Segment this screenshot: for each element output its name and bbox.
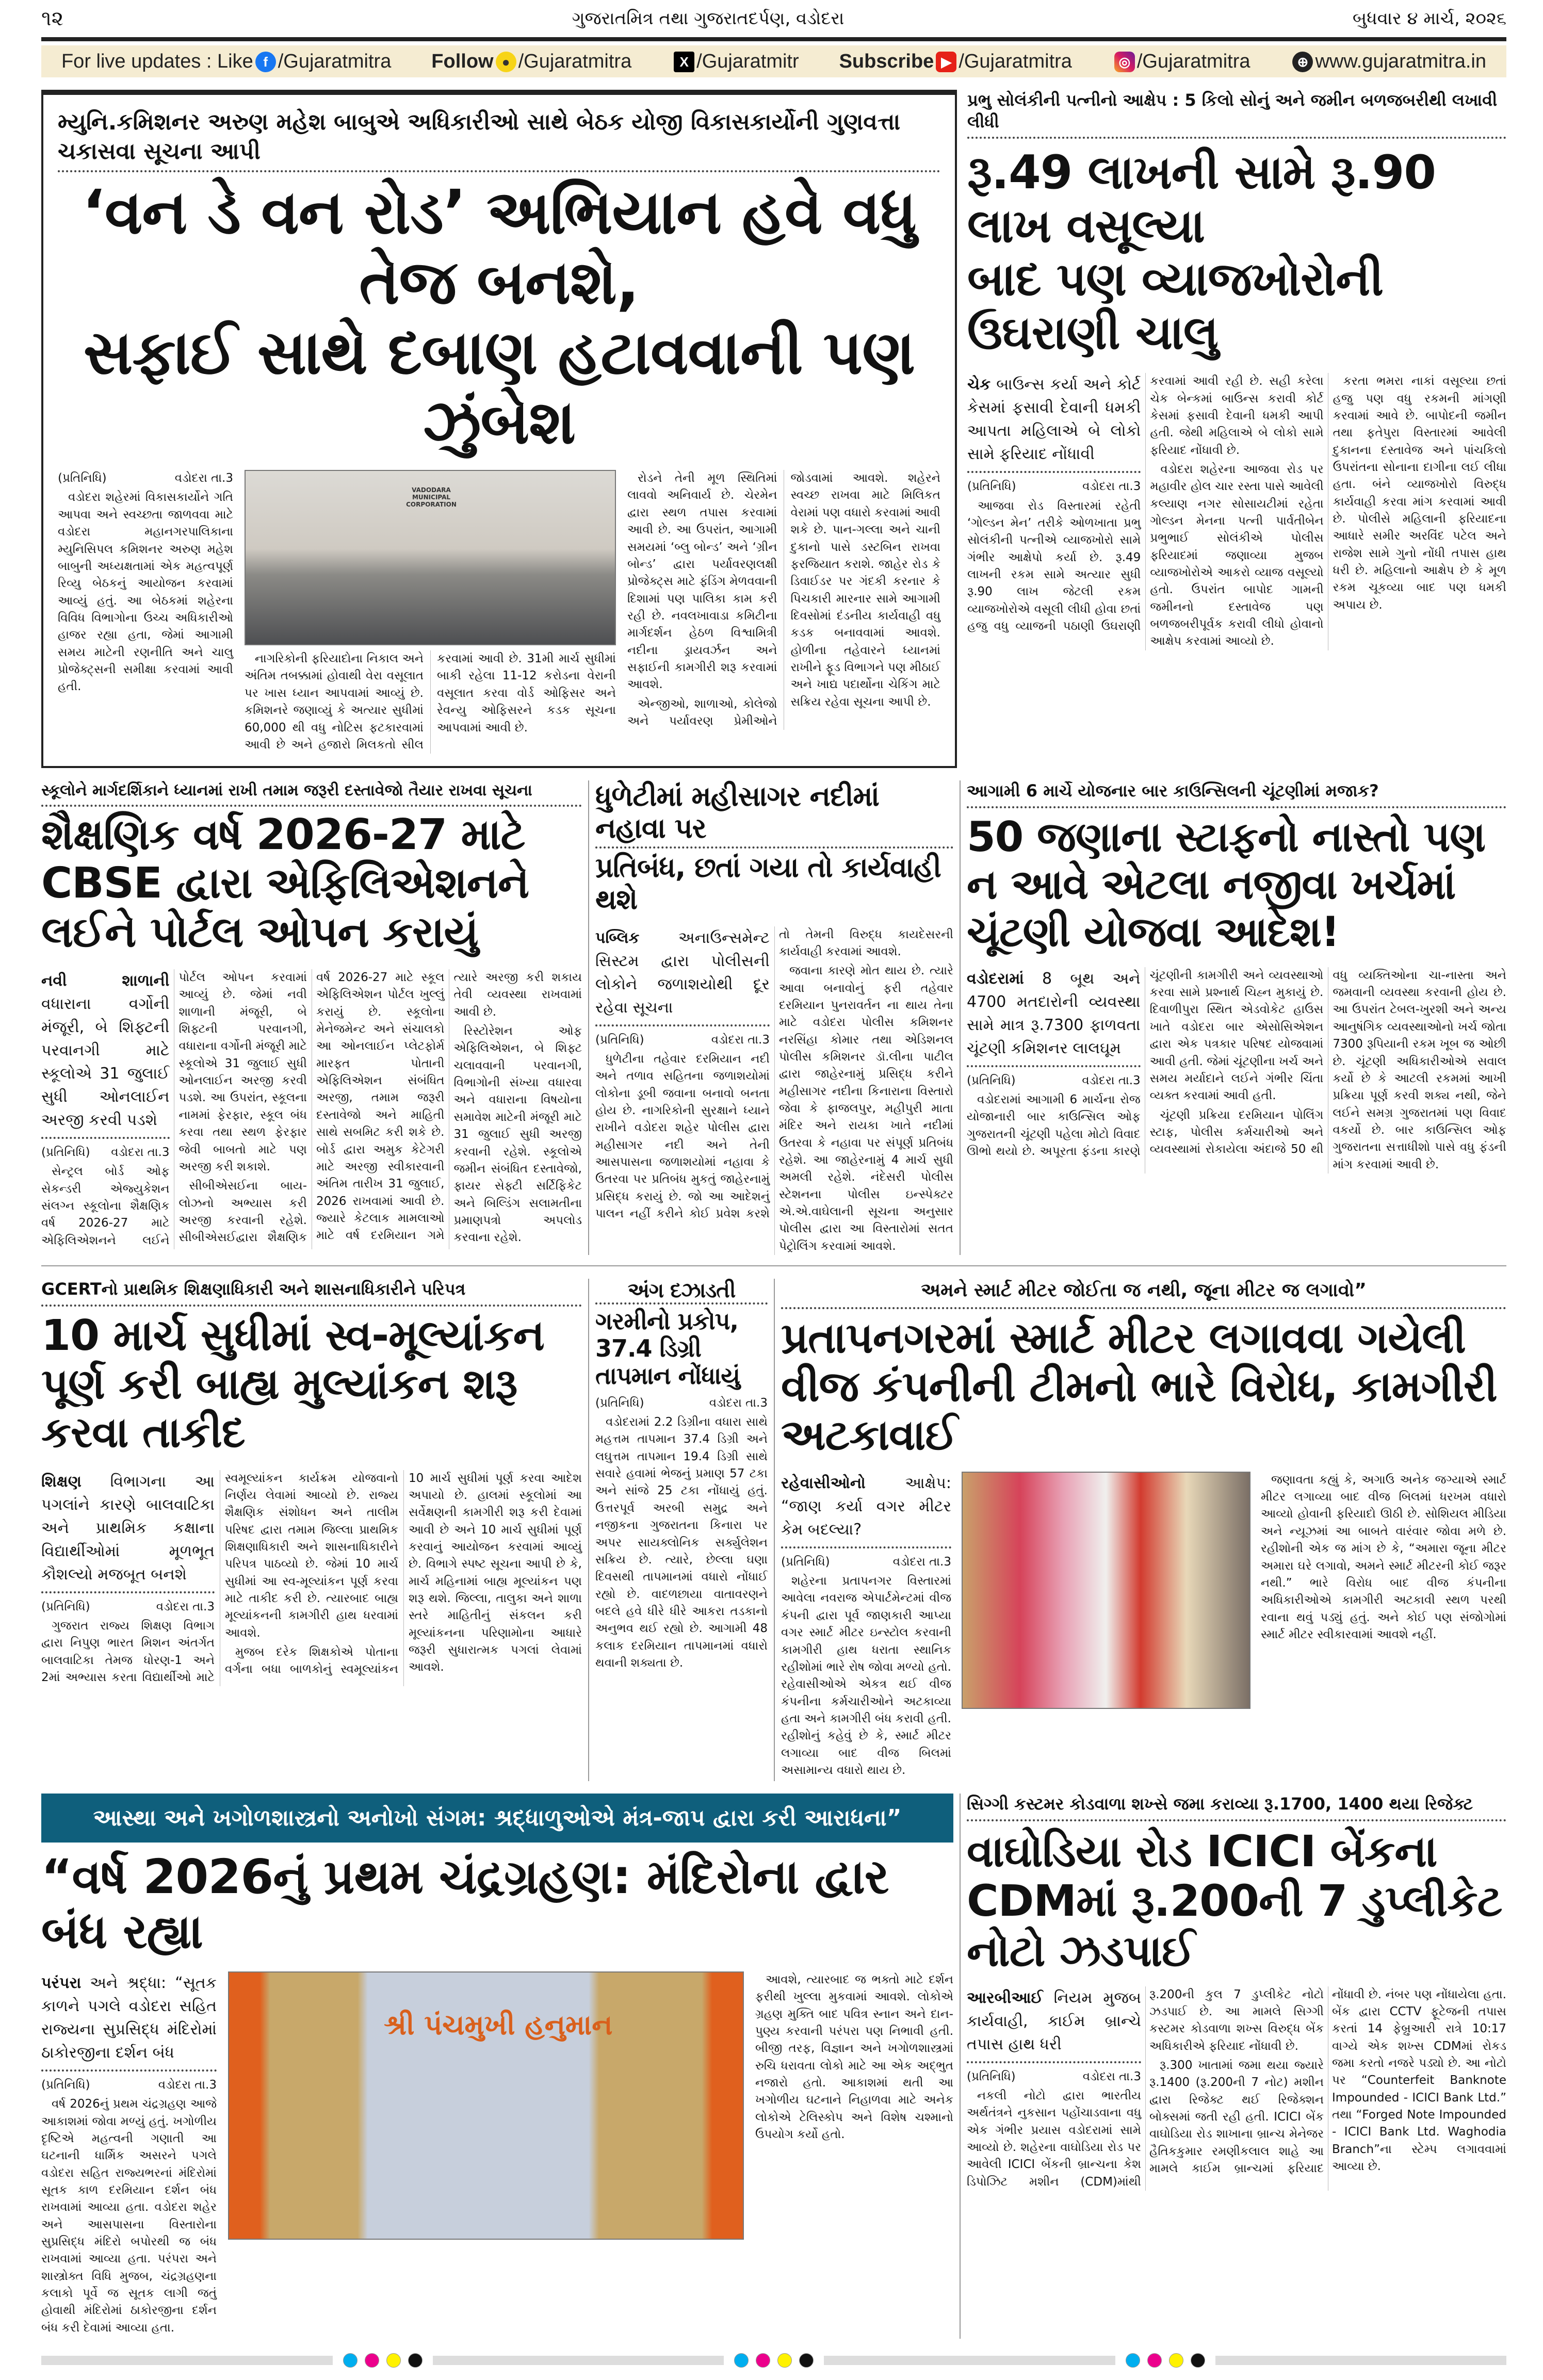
byline: (પ્રતિનિધિ) <box>41 2078 90 2092</box>
paragraph: ચૂંટણી પ્રક્રિયા દરમિયાન પોલિંગ સ્ટાફ, પોલીસ કર્મચારીઓ અને વ્યવસ્થામાં રોકાયેલા અંદાજે 50 થી વધુ વ્યક્તિઓના ચા-નાસ્તા અને જમવાની વ્યવસ્થા કરવાની હોય છે. આ ઉપરાંત ટેબલ-ખુરશી અને અન્ય આનુષંગિક વ્યવસ્થાઓનો ખર્ચ જોતા 7300 રૂપિયાની રકમ ખૂબ જ ઓછી છે. ચૂંટણી અધિકારીઓએ સવાલ કર્યો છે કે આટલી રકમમાં આખી પ્રક્રિયા પૂર્ણ કરવી શક્ય નથી, જેને લઈને સમગ્ર ગુજરાતમાં પણ વિવાદ વકર્યો છે. બાર કાઉન્સિલ ઓફ ગુજરાતના સત્તાધીશો પાસે વધુ ફંડની માંગ કરવામાં આવી છે. <box>1149 968 1506 1171</box>
registration-dots <box>1126 2353 1205 2368</box>
paragraph: શહેરના પ્રતાપનગર વિસ્તારમાં આવેલા નવરાજ એપાર્ટમેન્ટમાં વીજ કંપની દ્વારા પૂર્વ જાણકારી આપ્યા વગર સ્માર્ટ મીટર ઇન્સ્ટોલ કરવાની કામગીરી હાથ ધરાતા સ્થાનિક રહીશોમાં ભારે રોષ જોવા મળ્યો હતો. રહેવાસીઓએ એકત્ર થઈ વીજ કંપનીના કર્મચારીઓને અટકાવ્યા હતા અને કામગીરી બંધ કરાવી હતી. રહીશોનું કહેવું છે કે, સ્માર્ટ મીટર લગાવ્યા બાદ વીજ બિલમાં અસામાન્ય વધારો થાય છે. <box>781 1574 951 1777</box>
paragraph: વર્ષ 2026નું પ્રથમ ચંદ્રગ્રહણ આજે આકાશમાં જોવા મળ્યું હતું. ખગોળીય દૃષ્ટિએ મહત્વની ગણાતી આ ઘટનાની ધાર્મિક અસરને પગલે વડોદરા સહિત રાજ્યભરનાં મંદિરોમાં સૂતક કાળ દરમિયાન દર્શન બંધ રાખવામાં આવ્યા હતા. વડોદરા શહેર અને આસપાસના વિસ્તારોના સુપ્રસિદ્ધ મંદિરો બપોરથી જ બંધ રાખવામાં આવ્યા હતા. પરંપરા અને શાસ્ત્રોક્ત વિધિ મુજબ, ચંદ્રગ્રહણના કલાકો પૂર્વે જ સૂતક લાગી જતું હોવાથી મંદિરોમાં ઠાકોરજીના દર્શન બંધ કરી દેવામાં આવ્યા હતા. <box>41 2097 217 2335</box>
lead-bold: વડોદરામાં <box>967 969 1024 988</box>
page-header <box>41 0 1506 41</box>
kicker: પ્રભુ સોલંકીની પત્નીનો આક્ષેપ : 5 કિલો સોનું અને જમીન બળજબરીથી લખાવી લીધી <box>967 90 1506 139</box>
byline: (પ્રતિનિધિ) <box>967 1073 1016 1087</box>
byline: (પ્રતિનિધિ) <box>781 1555 830 1569</box>
lead-bold: પબ્લિક <box>595 928 640 947</box>
paragraph: આજવા રોડ વિસ્તારમાં રહેતી ‘ગોલ્ડન મેન’ તરીકે ઓળખાતા પ્રભુ સોલંકીની પત્નીએ વ્યાજખોરો સામે ગંભીર આક્ષેપો કર્યા છે. રૂ.49 લાખની રકમ સામે અત્યાર સુધી રૂ.90 લાખ જેટલી રકમ વ્યાજખોરોએ વસૂલી લીધી હોવા છતાં હજુ વધુ વ્યાજની પઠાણી ઉઘરાણી કરવામાં આવી રહી છે. સહી કરેલા ચેક બેન્કમાં બાઉન્સ કરાવી કોર્ટ કેસમાં ફસાવી દેવાની ધમકી આપી હતી. જેથી મહિલાએ બે લોકો સામે ફરિયાદ નોંધાવી છે. <box>967 374 1324 633</box>
paragraph: રૂ.300 ખાતામાં જમા થયા જ્યારે રૂ.1400 (રૂ.200ની 7 નોટ) મશીન દ્વારા રિજેક્ટ થઈ રિજેક્શન બોક્સમાં જતી રહી હતી. ICICI બેંક વાઘોડિયા રોડ શાખાના બ્રાન્ચ મેનેજર હૈતિકકુમાર રમણીકલાલ શાહે આ મામલે કાઈમ બ્રાન્ચમાં ફરિયાદ નોંધાવી છે. નંબર પણ નોંધાયેલા હતા. બેંક દ્વારા CCTV ફૂટેજની તપાસ કરતાં 14 ફેબ્રુઆરી રાત્રે 10:17 વાગ્યે એક શખ્સ CDMમાં રોકડ જમા કરતો નજરે પડ્યો છે. આ નોટો પર “Counterfeit Banknote Impounded - ICICI Bank Ltd.” તથા “Forged Note Impounded - ICICI Bank Ltd. Waghodia Branch”ના સ્ટેમ્પ લગાવવામાં આવ્યા છે. <box>1149 1987 1506 2176</box>
headline <box>967 146 1506 360</box>
byline: (પ્રતિનિધિ) <box>967 480 1016 494</box>
registration-dot <box>1126 2353 1140 2368</box>
lead-bold: ચેક <box>967 376 991 394</box>
registration-dot <box>777 2353 792 2368</box>
paragraph: વડોદરા શહેરના આજવા રોડ પર મહાવીર હોલ ચાર રસ્તા પાસે આવેલી કલ્યાણ નગર સોસાયટીમાં રહેતા ગોલ્ડન મેનના પત્ની પાર્વતીબેન પ્રભુભાઈ સોલંકીએ પોલીસ ફરિયાદમાં જણાવ્યા મુજબ વ્યાજખોરોએ આકરો વ્યાજ વસૂલ્યો હતો. ઉપરાંત બાપોદ ગામની જમીનનો દસ્તાવેજ પણ બળજબરીપૂર્વક કરાવી લીધો હોવાનો આક્ષેપ કરવામાં આવ્યો છે. <box>1150 462 1324 648</box>
paragraph: જણાવતા કહ્યું કે, અગાઉ અનેક જગ્યાએ સ્માર્ટ મીટર લગાવ્યા બાદ વીજ બિલમાં ધરખમ વધારો આવ્યો હોવાની ફરિયાદો ઊઠી છે. સોશિયલ મીડિયા અને ન્યૂઝમાં આ બાબતે વારંવાર જોવા મળે છે. રહીશોની એક જ માંગ છે કે, “અમારા જૂના મીટર અમારા ઘરે લગાવો, અમને સ્માર્ટ મીટરની કોઈ જરૂર નથી.” ભારે વિરોધ બાદ વીજ કંપનીના અધિકારીઓએ કામગીરી અટકાવી સ્થળ પરથી રવાના થવું પડ્યું હતું. અને કોઈ પણ સંજોગોમાં સ્માર્ટ મીટર સ્વીકારવામાં આવશે નહીં. <box>1261 1473 1506 1641</box>
instagram-link[interactable]: /Gujaratmitra <box>1136 50 1250 72</box>
snapchat-link[interactable]: /Gujaratmitra <box>518 50 632 72</box>
registration-dots <box>343 2353 423 2368</box>
lead-text: વધારાના વર્ગોની મંજૂરી, બે શિફ્ટની પરવાનગી માટે સ્કૂલોએ 31 જુલાઈ સુધી ઓનલાઈન અરજી કરવી પડશે <box>41 995 170 1130</box>
photo-sign: VADODARA MUNICIPAL CORPORATION <box>406 486 457 509</box>
headline: 10 માર્ચ સુધીમાં સ્વ-મૂલ્યાંકન પૂર્ણ કરી બાહ્ય મુલ્યાંકન શરૂ કરવા તાકીદ <box>41 1311 544 1458</box>
registration-dot <box>408 2353 423 2368</box>
dateline: વડોદરા તા.3 <box>892 1555 951 1569</box>
registration-dot <box>386 2353 401 2368</box>
snapchat-icon: ● <box>496 52 516 72</box>
lead-bold: રહેવાસીઓનો <box>781 1474 866 1492</box>
lead-bold: આરબીઆઈ <box>967 1988 1043 2007</box>
residents-protest-photo <box>962 1472 1250 1709</box>
headline-line: સફાઈ સાથે દબાણ હટાવવાની પણ ઝુંબેશ <box>83 316 915 458</box>
article-body <box>41 1971 217 2339</box>
headline <box>58 177 940 458</box>
subheadline <box>41 969 170 1139</box>
subheadline <box>781 1472 951 1548</box>
article-body <box>781 1472 951 1781</box>
article-cbse-affiliation <box>41 780 588 1255</box>
headline: ગરમીનો પ્રકોપ, 37.4 ડિગ્રી તાપમાન નોંધાયું <box>595 1307 740 1390</box>
lead-text: નિયમ મુજબ કાર્યવાહી, કાઈમ બ્રાન્ચે તપાસ હાથ ધરી <box>967 1988 1141 2053</box>
paragraph: આવશે, ત્યારબાદ જ ભક્તો માટે દર્શન ફરીથી ખુલ્લા મુકવામાં આવશે. લોકોએ ગ્રહણ મુક્તિ બાદ પવિત્ર સ્નાન અને દાન-પુણ્ય કરવાની પરંપરા પણ નિભાવી હતી. બીજી તરફ, વિજ્ઞાન અને ખગોળશાસ્ત્રમાં રુચિ ધરાવતા લોકો માટે આ એક અદ્ભુત નજારો હતો. આકાશમાં થતી આ ખગોળીય ઘટનાને નિહાળવા માટે અનેક લોકોએ ટેલિસ્કોપ અને વિશેષ ચશ્માનો ઉપયોગ કર્યો હતો. <box>755 1973 953 2141</box>
paragraph: રોડને તેની મૂળ સ્થિતિમાં લાવવો અનિવાર્ય છે. ચેરમેન દ્વારા સ્થળ તપાસ કરવામાં આવી છે. આ ઉપરાંત, આગામી સમયમાં ‘બ્લુ બોન્ડ’ અને ‘ગ્રીન બોન્ડ’ દ્વારા પર્યાવરણલક્ષી પ્રોજેક્ટ્સ માટે ફંડિંગ મેળવવાની દિશામાં પણ પાલિકા કામ કરી રહી છે. નવલખાવાડા કમિટીના માર્ગદર્શન હેઠળ વિશ્વામિત્રી નદીના ડ્રાયવર્ઝન અને સફાઈની કામગીરી શરૂ કરવામાં આવશે. <box>627 471 777 692</box>
dateline: વડોદરા તા.3 <box>1082 1073 1141 1087</box>
lead-text: અનાઉન્સમેન્ટ સિસ્ટમ દ્વારા પોલીસની લોકોને જળાશયોથી દૂર રહેવા સૂચના <box>595 928 770 1017</box>
tag: અંગ દઝાડતી <box>595 1279 768 1305</box>
subheadline <box>41 1971 217 2072</box>
article-smart-meter <box>774 1279 1506 1781</box>
facebook-icon: f <box>255 52 276 72</box>
row-third <box>41 1279 1506 1781</box>
registration-dot <box>1191 2353 1205 2368</box>
registration-dot <box>756 2353 770 2368</box>
lead-text: 8 બૂથ અને 4700 મતદારોની વ્યવસ્થા સામે માત્ર રૂ.7300 ફાળવતા ચૂંટણી કમિશનર લાલઘૂમ <box>967 969 1141 1057</box>
article-body <box>627 470 940 730</box>
kicker: મ્યુનિ.કમિશનર અરુણ મહેશ બાબુએ અધિકારીઓ સાથે બેઠક યોજી વિકાસકાર્યોની ગુણવત્તા ચકાસવા સૂચના આપી <box>58 107 940 172</box>
article-body <box>41 1470 582 1687</box>
lead-bold: પરંપરા <box>41 1974 82 1992</box>
article-one-day-one-road <box>41 90 957 768</box>
globe-icon: ⊕ <box>1292 52 1313 72</box>
dateline: વડોદરા તા.3 <box>111 1146 170 1160</box>
kicker: આગામી 6 માર્ચે યોજનાર બાર કાઉન્સિલની ચૂંટણીમાં મજાક? <box>967 780 1506 808</box>
paragraph: નકલી નોટો દ્વારા ભારતીય અર્થતંત્રને નુકસાન પહોંચાડવાના વધુ એક ગંભીર પ્રયાસ વડોદરામાં સામે આવ્યો છે. શહેરના વાઘોડિયા રોડ પર આવેલી ICICI બેંકની બ્રાન્ચના કેશ ડિપોઝિટ મશીન (CDM)માંથી રૂ.200ની કુલ 7 ડુપ્લીકેટ નોટો ઝડપાઈ છે. આ મામલે સિગ્ગી કસ્ટમર કોડવાળા શખ્સ વિરુદ્ધ બેંક અધિકારીએ ફરિયાદ નોંધાવી છે. <box>967 1987 1324 2189</box>
headline-line: ‘વન ડે વન રોડ’ અભિયાન હવે વધુ તેજ બનશે, <box>82 176 916 318</box>
row-divider <box>41 1265 1506 1266</box>
meeting-photo <box>245 470 616 645</box>
article-body <box>755 1971 953 2145</box>
lead-bold: શિક્ષણ <box>41 1472 82 1491</box>
article-moneylenders <box>957 90 1506 768</box>
row-second <box>41 780 1506 1255</box>
registration-dot <box>1169 2353 1183 2368</box>
headline: પ્રતિબંધ, છતાં ગયા તો કાર્યવાહી થશે <box>595 851 941 916</box>
temple-photo <box>228 1971 744 2240</box>
headline: શૈક્ષણિક વર્ષ 2026-27 માટે CBSE દ્વારા એફિલિએશનને લઈને પોર્ટલ ઓપન કરાયું <box>41 810 529 957</box>
byline: (પ્રતિનિધિ) <box>595 1033 644 1047</box>
article-body <box>595 1395 768 1672</box>
article-body <box>245 650 616 754</box>
byline: (પ્રતિનિધિ) <box>41 1146 90 1160</box>
paragraph: વડોદરા શહેરમાં વિકાસકાર્યોને ગતિ આપવા અને સ્વચ્છતા જાળવવા માટે વડોદરા મહાનગરપાલિકાના મ્યુનિસિપલ કમિશનર અરુણ મહેશ બાબુની અધ્યક્ષતામાં એક મહત્વપૂર્ણ રિવ્યુ બેઠકનું આયોજન કરવામાં આવ્યું હતું. આ બેઠકમાં શહેરના વિવિધ વિભાગોના ઉચ્ચ અધિકારીઓ હાજર રહ્યા હતા, જેમાં આગામી સમય માટેની રણનીતિ અને ચાલુ પ્રોજેક્ટ્સની સમીક્ષા કરવામાં આવી હતી. <box>58 491 233 694</box>
article-heat-wave <box>588 1279 774 1781</box>
headline: વાઘોડિયા રોડ ICICI બેંકના CDMમાં રૂ.200ની 7 ડુપ્લીકેટ નોટો ઝડપાઈ <box>967 1825 1502 1977</box>
dateline: વડોદરા તા.3 <box>156 1600 215 1613</box>
paragraph: વડોદરામાં આગામી 6 માર્ચના રોજ યોજાનારી બાર કાઉન્સિલ ઓફ ગુજરાતની ચૂંટણી પહેલા મોટો વિવાદ ઊભો થયો છે. અપૂરતા ફંડના કારણે ચૂંટણીની કામગીરી અને વ્યવસ્થાઓ કરવા સામે પ્રશ્નાર્થ ચિહ્ન મુકાયું છે. દિવાળીપુરા સ્થિત એડવોકેટ હાઉસ ખાતે વડોદરા બાર એસોસિએશન દ્વારા એક પત્રકાર પરિષદ યોજવામાં આવી હતી. જેમાં ચૂંટણીના ખર્ચ અને સમય મર્યાદાને લઈને ગંભીર ચિંતા વ્યક્ત કરવામાં આવી હતી. <box>967 968 1324 1159</box>
paragraph: એન્જીઓ, શાળાઓ, કોલેજો અને પર્યાવરણ પ્રેમીઓને જોડવામાં આવશે. શહેરને સ્વચ્છ રાખવા માટે મિલિકત વેરામાં પણ વધારો કરવામાં આવી શકે છે. પાન-ગલ્લા અને ચાની દુકાનો પાસે ડસ્ટબિન રાખવા ફરજિયાત કરાશે. જાહેર રોડ કે ડિવાઈડર પર ગંદકી કરનાર કે પિચકારી મારનાર સામે આગામી દિવસોમાં દંડનીય કાર્યવાહી વધુ કડક બનાવવામાં આવશે. હોળીના તહેવારને ધ્યાનમાં રાખીને ફૂડ વિભાગને પણ મીઠાઈ અને ખાદ્ય પદાર્થોના ચેકિંગ માટે સક્રિય રહેવા સૂચના આપી છે. <box>627 471 941 728</box>
paragraph: મુજબ દરેક શિક્ષકોએ પોતાના વર્ગના બધા બાળકોનું સ્વમૂલ્યાંકન 10 માર્ચ સુધીમાં પૂર્ણ કરવા આદેશ અપાયો છે. હાલમાં સ્કૂલોમાં આ સર્વેક્ષણની કામગીરી શરૂ કરી દેવામાં આવી છે અને 10 માર્ચ સુધીમાં પૂર્ણ કરવાનું આયોજન કરવામાં આવ્યું છે. વિભાગે સ્પષ્ટ સૂચના આપી છે કે, માર્ચ મહિનામાં બાહ્ય મૂલ્યાંકન પણ શરૂ થશે. જિલ્લા, તાલુકા અને શાળા સ્તરે માહિતીનું સંકલન કરી મૂલ્યાંકનના પરિણામોના આધારે જરૂરી સુધારાત્મક પગલાં લેવામાં આવશે. <box>225 1471 582 1676</box>
byline: (પ્રતિનિધિ) <box>58 471 107 485</box>
dateline: વડોદરા તા.3 <box>158 2078 217 2092</box>
article-body <box>595 926 953 1256</box>
website-link[interactable]: www.gujaratmitra.in <box>1315 50 1486 72</box>
paragraph: જવાના કારણે મોત થાય છે. ત્યારે આવા બનાવોનું ફરી તહેવાર દરમિયાન પુનરાવર્તન ના થાય તેના માટે વડોદરા પોલીસ કમિશનર નરસિંહા કોમાર તથા એડિશનલ પોલીસ કમિશનર ડૉ.લીના પાટીલ દ્વારા જાહેરનામું પ્રસિદ્ધ કરીને મહીસાગર નદીના કિનારાના વિસ્તારો જેવા કે ફાજલપુર, મહીપુરી માતા મંદિર અને રાયકા ખાતે નદીમાં ઉતરવા કે નહાવા પર સંપૂર્ણ પ્રતિબંધ રહેશે. આ જાહેરનામું 4 માર્ચ સુધી અમલી રહેશે. નંદેસરી પોલીસ સ્ટેશનના પોલીસ ઇન્સ્પેક્ટર એ.એ.વાઘેલાની સૂચના અનુસાર પોલીસ દ્વારા આ વિસ્તારોમાં સતત પેટ્રોલિંગ કરવામાં આવશે. <box>779 964 953 1253</box>
paragraph: ગુજરાત રાજ્ય શિક્ષણ વિભાગ દ્વારા નિપુણ ભારત મિશન અંતર્ગત બાલવાટિકા તેમજ ધોરણ-1 અને 2માં અભ્યાસ કરતા વિદ્યાર્થીઓ માટે સ્વમૂલ્યાંકન કાર્યક્રમ યોજવાનો નિર્ણય લેવામાં આવ્યો છે. રાજ્ય શૈક્ષણિક સંશોધન અને તાલીમ પરિષદ દ્વારા તમામ જિલ્લા પ્રાથમિક શિક્ષણાધિકારી અને શાસનાધિકારીને પરિપત્ર પાઠવ્યો છે. જેમાં 10 માર્ચ સુધીમાં આ સ્વ-મૂલ્યાંકન પૂર્ણ કરવા માટે તાકીદ કરી છે. ત્યારબાદ બાહ્ય મૂલ્યાંકનની કામગીરી હાથ ધરવામાં આવશે. <box>41 1471 398 1684</box>
instagram-icon: ◎ <box>1114 52 1135 72</box>
registration-dot <box>734 2353 749 2368</box>
subscribe-label: Subscribe <box>839 50 934 72</box>
article-body <box>967 967 1506 1173</box>
article-gcert-evaluation <box>41 1279 588 1781</box>
x-icon: X <box>674 52 694 72</box>
subheadline <box>41 1470 215 1593</box>
dateline: વડોદરા તા.3 <box>1082 480 1141 494</box>
lunar-eclipse-banner: આસ્થા અને ખગોળશાસ્ત્રનો અનોખો સંગમ: શ્રદ્ધાળુઓએ મંત્ર-જાપ દ્વારા કરી આરાધના” <box>41 1794 953 1843</box>
byline: (પ્રતિનિધિ) <box>595 1396 644 1410</box>
headline-line: બાદ પણ વ્યાજખોરોની ઉઘરાણી ચાલુ <box>967 252 1383 360</box>
kicker: સિગ્ગી કસ્ટમર કોડવાળા શખ્સે જમા કરાવ્યા રૂ.1700, 1400 થયા રિજેક્ટ <box>967 1794 1506 1821</box>
kicker: GCERTનો પ્રાથમિક શિક્ષણાધિકારી અને શાસનાધિકારીને પરિપત્ર <box>41 1279 582 1307</box>
lead-text: આક્ષેપ: “જાણ કર્યા વગર મીટર કેમ બદલ્યા? <box>781 1474 951 1539</box>
registration-dot <box>799 2353 814 2368</box>
paragraph: નાગરિકોની ફરિયાદોના નિકાલ અને અંતિમ તબક્કામાં હોવાથી વેરા વસૂલાત પર ખાસ ધ્યાન આપવામાં આવ્યું છે. કમિશનરે જણાવ્યું કે અત્યાર સુધીમાં 60,000 થી વધુ નોટિસ ફટકારવામાં આવી છે અને હજારો મિલકતો સીલ કરવામાં આવી છે. 31મી માર્ચ સુધીમાં બાકી રહેલા 11-12 કરોડના વેરાની વસૂલાત કરવા વોર્ડ ઓફિસર અને રેવન્યુ ઓફિસરને કડક સૂચના આપવામાં આવી છે. <box>245 652 616 752</box>
subheadline <box>967 1986 1141 2063</box>
live-updates-label: For live updates : Like <box>61 50 253 72</box>
headline: 50 જણાના સ્ટાફનો નાસ્તો પણ ન આવે એટલા નજીવા ખર્ચમાં ચૂંટણી યોજવા આદેશ! <box>967 812 1485 956</box>
registration-dot <box>343 2353 358 2368</box>
dateline: વડોદરા તા.3 <box>1082 2069 1141 2083</box>
color-registration-strip <box>41 2351 1506 2370</box>
lead-bold: નવી શાળાની <box>41 972 170 990</box>
follow-label: Follow <box>431 50 494 72</box>
youtube-link[interactable]: /Gujaratmitra <box>959 50 1072 72</box>
paragraph: ધુળેટીના તહેવાર દરમિયાન નદી અને તળાવ સહિતના જળાશયોમાં લોકોના ડૂબી જવાના બનાવો બનતા હોય છે. નાગરિકોની સુરક્ષાને ધ્યાને રાખીને વડોદરા શહેર પોલીસ દ્વારા મહીસાગર નદી અને તેની આસપાસના જળાશયોમાં નહાવા કે ઉતરવા પર પ્રતિબંધ મુકતું જાહેરનામું પ્રસિદ્ધ કરાયું છે. જો આ આદેશનું પાલન નહીં કરીને કોઈ પ્રવેશ કરશે તો તેમની વિરુદ્ધ કાયદેસરની કાર્યવાહી કરવામાં આવશે. <box>595 927 953 1220</box>
page-number: ૧૨ <box>41 7 64 30</box>
kicker: અમને સ્માર્ટ મીટર જોઈતા જ નથી, જૂના મીટર જ લગાવો” <box>781 1279 1506 1309</box>
registration-dot <box>1147 2353 1162 2368</box>
paragraph: કરતા ભમરા નાકાં વસૂલ્યા છતાં હજુ પણ વધુ રકમની માંગણી કરવામાં આવે છે. બાપોદની જમીન તથા ફતેપુરા વિસ્તારમાં આવેલી દુકાનના દસ્તાવેજ અને પાંચકિલો ઉપરાંતના સોનાના દાગીના લઈ લીધા હતા. બંને વ્યાજખોરો વિરુદ્ધ કાર્યવાહી કરવા માંગ કરવામાં આવી છે. પોલીસે મહિલાની ફરિયાદના આધારે સમીર અરવિંદ પટેલ અને રાજેશ સામે ગુનો નોંધી તપાસ હાથ ધરી છે. મહિલાનો આક્ષેપ છે કે મૂળ રકમ ચૂકવ્યા બાદ પણ ધમકી અપાય છે. <box>1333 374 1506 612</box>
temple-sign: શ્રી પંચમુખી હનુમાન <box>384 2008 613 2041</box>
headline: “વર્ષ 2026નું પ્રથમ ચંદ્રગ્રહણ: મંદિરોના દ્વાર બંધ રહ્યા <box>41 1849 889 1960</box>
paragraph: વડોદરામાં 2.2 ડિગ્રીના વધારા સાથે મહત્તમ તાપમાન 37.4 ડિગ્રી અને લઘુત્તમ તાપમાન 19.4 ડિગ્રી સાથે સવારે હવામાં ભેજનું પ્રમાણ 57 ટકા અને સાંજે 25 ટકા નોંધાયું હતું. ઉત્તરપૂર્વ અરબી સમુદ્ર અને નજીકના ગુજરાતના કિનારા પર અપર સાયક્લોનિક સર્ક્યુલેશન સક્રિય છે. ત્યારે, છેલ્લા ઘણા દિવસથી તાપમાનમાં વધારો નોંધાઈ રહ્યો છે. વાદળછાયા વાતાવરણને બદલે હવે ધીરે ધીરે આકરા તડકાનો અનુભવ થઈ રહ્યો છે. આગામી 48 કલાક દરમિયાન તાપમાનમાં વધારો થવાની શક્યતા છે. <box>595 1415 768 1670</box>
dateline: વડોદરા તા.3 <box>174 471 233 485</box>
kicker: સ્કૂલોને માર્ગદર્શિકાને ધ્યાનમાં રાખી તમામ જરૂરી દસ્તાવેજો તૈયાર રાખવા સૂચના <box>41 780 582 807</box>
article-body <box>1261 1472 1506 1645</box>
article-lunar-eclipse <box>41 1794 960 2339</box>
lead-text: બાઉન્સ કર્યા અને કોર્ટ કેસમાં ફસાવી દેવાની ધમકી આપતા મહિલાએ બે લોકો સામે ફરિયાદ નોંધાવી <box>967 376 1141 464</box>
lead-text: અને શ્રદ્ધા: “સૂતક કાળને પગલે વડોદરા સહિત રાજ્યના સુપ્રસિદ્ધ મંદિરોમાં ઠાકોરજીના દર્શન બંધ <box>41 1974 217 2062</box>
paragraph: સીબીએસઈના બાય-લોઝનો અભ્યાસ કરી અરજી કરવાની રહેશે. સીબીએસઈદ્વારા શૈક્ષણિક વર્ષ 2026-27 માટે સ્કૂલ એફિલિએશન પોર્ટલ ખુલ્લું કરાયું છે. સ્કૂલોના મેનેજમેન્ટ અને સંચાલકો આ ઓનલાઈન પ્લેટફોર્મ મારફત પોતાની એફિલિએશન સંબંધિત અરજી, તમામ જરૂરી દસ્તાવેજો અને માહિતી સાથે સબમિટ કરી શકે છે. બોર્ડ દ્વારા અમુક કેટેગરી માટે અરજી સ્વીકારવાની અંતિમ તારીખ 31 જુલાઈ, 2026 રાખવામાં આવી છે. જ્યારે કેટલાક મામલાઓ માટે વર્ષ દરમિયાન ગમે ત્યારે અરજી કરી શકાય તેવી વ્યવસ્થા રાખવામાં આવી છે. <box>178 971 582 1245</box>
registration-dot <box>365 2353 379 2368</box>
social-bar <box>41 45 1506 77</box>
subheadline <box>595 926 770 1026</box>
article-bar-council-election <box>960 780 1506 1255</box>
article-icici-fake-notes <box>960 1794 1506 2339</box>
facebook-link[interactable]: /Gujaratmitra <box>278 50 392 72</box>
row-top <box>41 90 1506 768</box>
dateline: વડોદરા તા.3 <box>709 1396 768 1410</box>
dateline: વડોદરા તા.3 <box>711 1033 770 1047</box>
issue-date: બુધવાર ૪ માર્ચ, ૨૦૨૬ <box>1352 8 1506 29</box>
article-mahisagar-ban <box>588 780 960 1255</box>
registration-dots <box>734 2353 814 2368</box>
headline-line: રૂ.49 લાખની સામે રૂ.90 લાખ વસૂલ્યા <box>967 145 1436 253</box>
article-body <box>41 969 582 1249</box>
row-bottom <box>41 1794 1506 2339</box>
article-body <box>967 1986 1506 2191</box>
x-link[interactable]: /Gujaratmitr <box>696 50 799 72</box>
byline: (પ્રતિનિધિ) <box>41 1600 90 1613</box>
subheadline <box>967 967 1141 1067</box>
paragraph: રિસ્ટોરેશન ઓફ એફિલિએશન, બે શિફ્ટ ચલાવવાની પરવાનગી, વિભાગોની સંખ્યા વધારવા અને વધારાના વિષયોના સમાવેશ માટેની મંજૂરી માટે 31 જુલાઈ સુધી અરજી કરવાની રહેશે. સ્કૂલોએ જમીન સંબંધિત દસ્તાવેજો, ફાયર સેફ્ટી સર્ટિફિકેટ અને બિલ્ડિંગ સલામતીના પ્રમાણપત્રો અપલોડ કરવાના રહેશે. <box>453 1024 582 1245</box>
headline: પ્રતાપનગરમાં સ્માર્ટ મીટર લગાવવા ગયેલી વીજ કંપનીની ટીમનો ભારે વિરોધ, કામગીરી અટકાવાઈ <box>781 1313 1497 1460</box>
subheadline <box>967 373 1141 473</box>
kicker-headline: ધુળેટીમાં મહીસાગર નદીમાં નહાવા પર <box>595 780 953 849</box>
paragraph: સેન્ટ્રલ બોર્ડ ઓફ સેકન્ડરી એજ્યુકેશન સંલગ્ન સ્કૂલોના શૈક્ષણિક વર્ષ 2026-27 માટે એફિલિએશનને લઈને પોર્ટલ ઓપન કરવામાં આવ્યું છે. જેમાં નવી શાળાની મંજૂરી, બે શિફ્ટની પરવાનગી, વધારાના વર્ગોની મંજૂરી માટે સ્કૂલોએ 31 જુલાઈ સુધી ઓનલાઈન અરજી કરવી પડશે. આ ઉપરાંત, સ્કૂલના નામમાં ફેરફાર, સ્કૂલ બંધ કરવા તથા સ્થળ ફેરફાર જેવી બાબતો માટે પણ અરજી કરી શકાશે. <box>41 971 307 1247</box>
article-body <box>58 470 233 697</box>
lead-text: વિભાગના આ પગલાંને કારણે બાલવાટિકા અને પ્રાથમિક કક્ષાના વિદ્યાર્થીઓમાં મૂળભૂત કૌશલ્યો મજબૂત બનશે <box>41 1472 215 1584</box>
youtube-icon: ▶ <box>936 52 956 72</box>
newspaper-name: ગુજરાતમિત્ર તથા ગુજરાતદર્પણ, વડોદરા <box>572 8 844 29</box>
article-body <box>967 373 1506 650</box>
byline: (પ્રતિનિધિ) <box>967 2069 1016 2083</box>
